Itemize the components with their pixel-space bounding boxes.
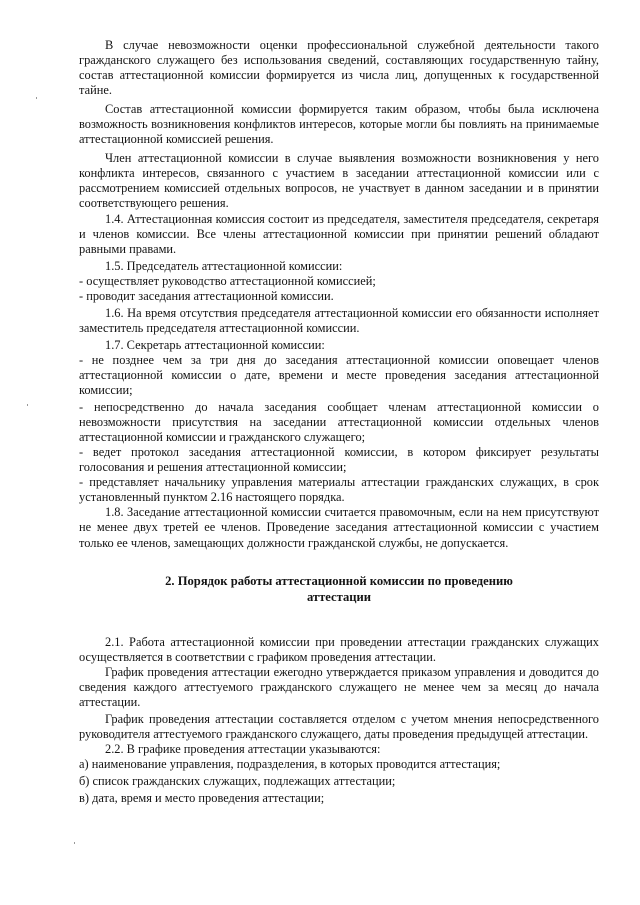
section-2-heading [79,573,599,605]
list-item: - непосредственно до начала заседания сообщает членам аттестационной комиссии о невозможности присутствия на заседании аттестационной комиссии отдельных членов аттестационной комиссии и гражданского служащего; [79,400,599,445]
paragraph-2-1: 2.1. Работа аттестационной комиссии при проведении аттестации гражданских служащих осуществляется в соответствии с графиком проведения аттестации. [79,634,599,664]
list-item: - не позднее чем за три дня до заседания аттестационной комиссии оповещает членов аттестационной комиссии о дате, времени и месте проведения заседания аттестационной комиссии; [79,352,599,398]
list-item: в) дата, время и место проведения аттестации; [79,791,325,806]
scan-speck [74,842,75,844]
paragraph-commission-composition: Состав аттестационной комиссии формируется таким образом, чтобы была исключена возможность возникновения конфликтов интересов, которые могли бы повлиять на принимаемые аттестационной комиссией решения. [79,102,599,147]
paragraph-state-secret: В случае невозможности оценки профессиональной служебной деятельности такого гражданского служащего без использования сведений, составляющих государственную тайну, состав аттестационной комиссии формируется из числа лиц, допущенных к государственной тайне. [79,38,599,98]
document-page [79,38,599,806]
paragraph-schedule-compiled: График проведения аттестации составляется отделом с учетом мнения непосредственного руководителя аттестуемого гражданского служащего, даты проведения предыдущей аттестации. [79,711,599,741]
paragraph-1-5: 1.5. Председатель аттестационной комиссии: [105,258,343,273]
paragraph-conflict-of-interest: Член аттестационной комиссии в случае выявления возможности возникновения у него конфликта интересов, связанного с участием в заседании аттестационной комиссии или с рассмотрением комиссией отдельных вопросов, не участвует в данном заседании и в принятии соответствующего решения. [79,151,599,211]
list-item: - представляет начальнику управления материалы аттестации гражданских служащих, в срок установленный пунктом 2.16 настоящего порядка. [79,475,599,505]
list-item: - проводит заседания аттестационной комиссии. [79,288,334,303]
list-item: - осуществляет руководство аттестационной комиссией; [79,273,376,288]
list-item: б) список гражданских служащих, подлежащих аттестации; [79,773,396,788]
paragraph-1-7: 1.7. Секретарь аттестационной комиссии: [105,337,325,352]
list-item: а) наименование управления, подразделения, в которых проводится аттестация; [79,756,501,771]
section-2-heading-line1: 2. Порядок работы аттестационной комиссии по проведению [165,573,513,588]
scan-speck [27,404,28,406]
paragraph-1-6: 1.6. На время отсутствия председателя аттестационной комиссии его обязанности исполняет заместитель председателя аттестационной комиссии. [79,305,599,335]
paragraph-1-8: 1.8. Заседание аттестационной комиссии считается правомочным, если на нем присутствуют не менее двух третей ее членов. Проведение заседания аттестационной комиссии с участием только ее членов, замещающих должности гражданской службы, не допускается. [79,505,599,550]
scan-speck [36,97,37,99]
section-2-heading-line2: аттестации [306,589,372,604]
paragraph-schedule-approval: График проведения аттестации ежегодно утверждается приказом управления и доводится до сведения каждого аттестуемого гражданского служащего не менее чем за месяц до начала аттестации. [79,664,599,709]
paragraph-1-4: 1.4. Аттестационная комиссия состоит из председателя, заместителя председателя, секретаря и членов комиссии. Все члены аттестационной комиссии при принятии решений обладают равными правами. [79,211,599,256]
paragraph-2-2: 2.2. В графике проведения аттестации указываются: [105,741,381,756]
list-item: - ведет протокол заседания аттестационной комиссии, в котором фиксирует результаты голосования и решения аттестационной комиссии; [79,445,599,475]
